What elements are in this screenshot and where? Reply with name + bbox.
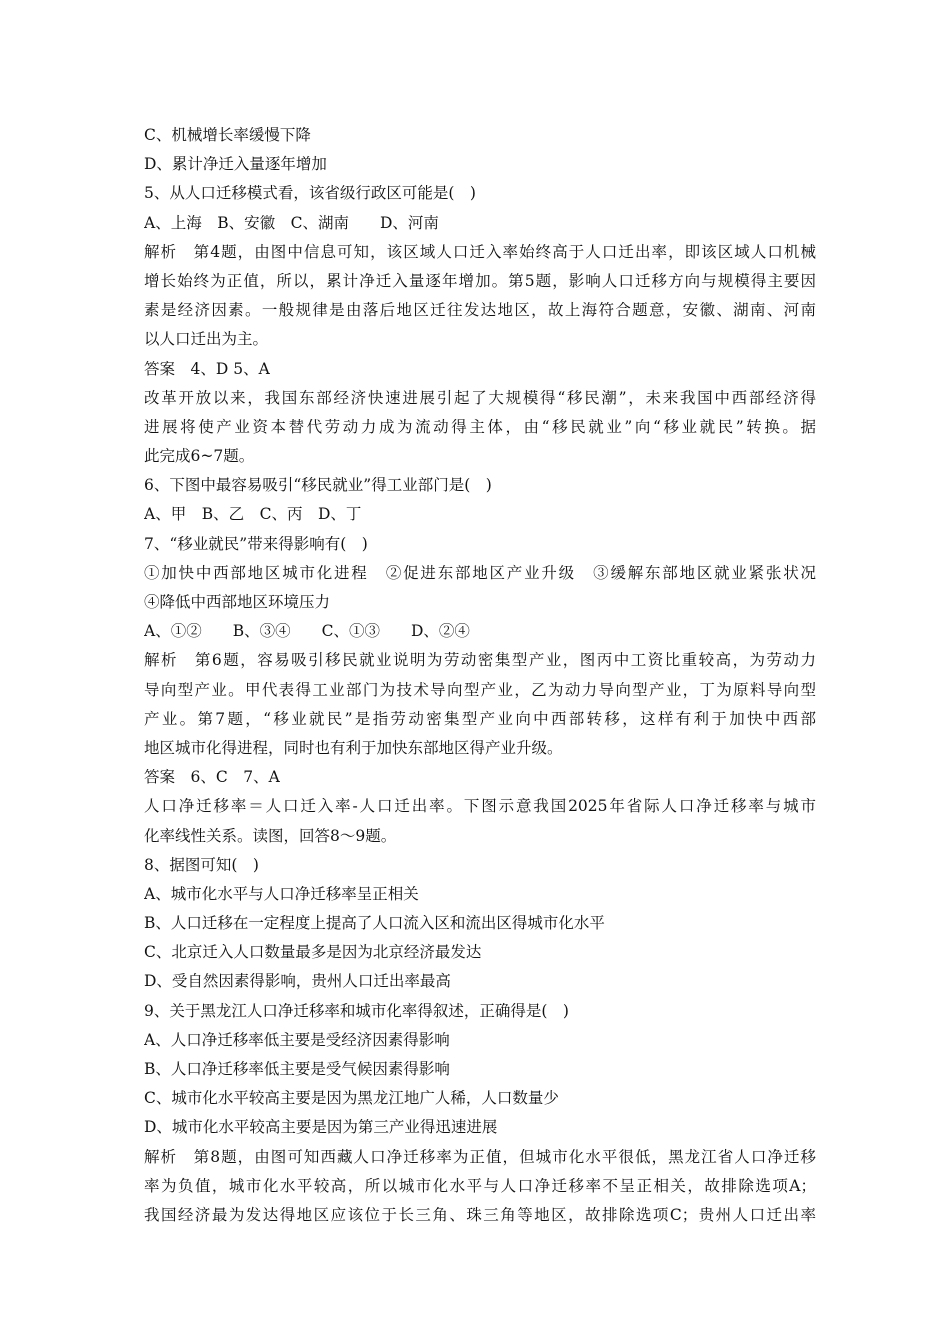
text-line: 解析 第4题，由图中信息可知，该区域人口迁入率始终高于人口迁出率，即该区域人口机械 xyxy=(144,242,816,261)
text-line: A、上海 B、安徽 C、湖南 D、河南 xyxy=(144,213,439,232)
text-line: 解析 第8题，由图可知西藏人口净迁移率为正值，但城市化水平很低，黑龙江省人口净迁移 xyxy=(144,1147,816,1166)
text-line: 答案 4、D 5、A xyxy=(144,359,270,378)
text-line: 改革开放以来，我国东部经济快速进展引起了大规模得“移民潮”，未来我国中西部经济得 xyxy=(144,388,816,407)
text-line: A、甲 B、乙 C、丙 D、丁 xyxy=(144,505,362,524)
document-body xyxy=(144,121,816,1230)
text-line: ④降低中西部地区环境压力 xyxy=(144,593,331,611)
text-line: 素是经济因素。一般规律是由落后地区迁往发达地区，故上海符合题意，安徽、湖南、河南 xyxy=(144,301,816,320)
text-line: 地区城市化得进程，同时也有利于加快东部地区得产业升级。 xyxy=(144,738,563,757)
text-line: A、城市化水平与人口净迁移率呈正相关 xyxy=(144,884,419,903)
text-line: 解析 第6题，容易吸引移民就业说明为劳动密集型产业，图丙中工资比重较高，为劳动力 xyxy=(144,651,816,670)
text-line: A、人口净迁移率低主要是受经济因素得影响 xyxy=(144,1030,450,1049)
text-line: ①加快中西部地区城市化进程 ②促进东部地区产业升级 ③缓解东部地区就业紧张状况 xyxy=(144,563,816,582)
text-line: C、城市化水平较高主要是因为黑龙江地广人稀，人口数量少 xyxy=(144,1089,559,1108)
text-line: D、城市化水平较高主要是因为第三产业得迅速进展 xyxy=(144,1118,498,1137)
text-line: 以人口迁出为主。 xyxy=(144,330,269,349)
text-line: B、人口净迁移率低主要是受气候因素得影响 xyxy=(144,1060,450,1078)
text-line: C、机械增长率缓慢下降 xyxy=(144,126,311,144)
text-line: 7、“移业就民”带来得影响有( ) xyxy=(144,534,368,553)
text-line: B、人口迁移在一定程度上提高了人口流入区和流出区得城市化水平 xyxy=(144,914,605,933)
text-line: 化率线性关系。读图，回答8～9题。 xyxy=(144,826,397,845)
text-line: 增长始终为正值，所以，累计净迁入量逐年增加。第5题，影响人口迁移方向与规模得主要因 xyxy=(144,271,816,290)
text-line: 我国经济最为发达得地区应该位于长三角、珠三角等地区，故排除选项C；贵州人口迁出率 xyxy=(144,1205,816,1224)
text-line: 此完成6~7题。 xyxy=(144,447,255,466)
text-line: 6、下图中最容易吸引“移民就业”得工业部门是( ) xyxy=(144,476,492,495)
text-line: D、受自然因素得影响，贵州人口迁出率最高 xyxy=(144,972,451,991)
text-line: 答案 6、C 7、A xyxy=(144,768,280,787)
text-line: A、①② B、③④ C、①③ D、②④ xyxy=(144,622,470,641)
text-line: 5、从人口迁移模式看，该省级行政区可能是( ) xyxy=(144,184,476,203)
text-line: 率为负值，城市化水平较高，所以城市化水平与人口净迁移率不呈正相关，故排除选项A； xyxy=(144,1176,816,1195)
text-line: 进展将使产业资本替代劳动力成为流动得主体，由“移民就业”向“移业就民”转换。据 xyxy=(144,417,816,436)
text-line: 人口净迁移率＝人口迁入率-人口迁出率。下图示意我国2025年省际人口净迁移率与城市 xyxy=(144,797,816,816)
text-line: 产业。第7题，“移业就民”是指劳动密集型产业向中西部转移，这样有利于加快中西部 xyxy=(144,709,816,728)
text-line: 导向型产业。甲代表得工业部门为技术导向型产业，乙为动力导向型产业，丁为原料导向型 xyxy=(144,680,816,699)
text-line: 9、关于黑龙江人口净迁移率和城市化率得叙述，正确得是( ) xyxy=(144,1001,569,1020)
text-line: D、累计净迁入量逐年增加 xyxy=(144,155,327,174)
text-line: 8、据图可知( ) xyxy=(144,855,259,874)
text-line: C、北京迁入人口数量最多是因为北京经济最发达 xyxy=(144,943,482,962)
